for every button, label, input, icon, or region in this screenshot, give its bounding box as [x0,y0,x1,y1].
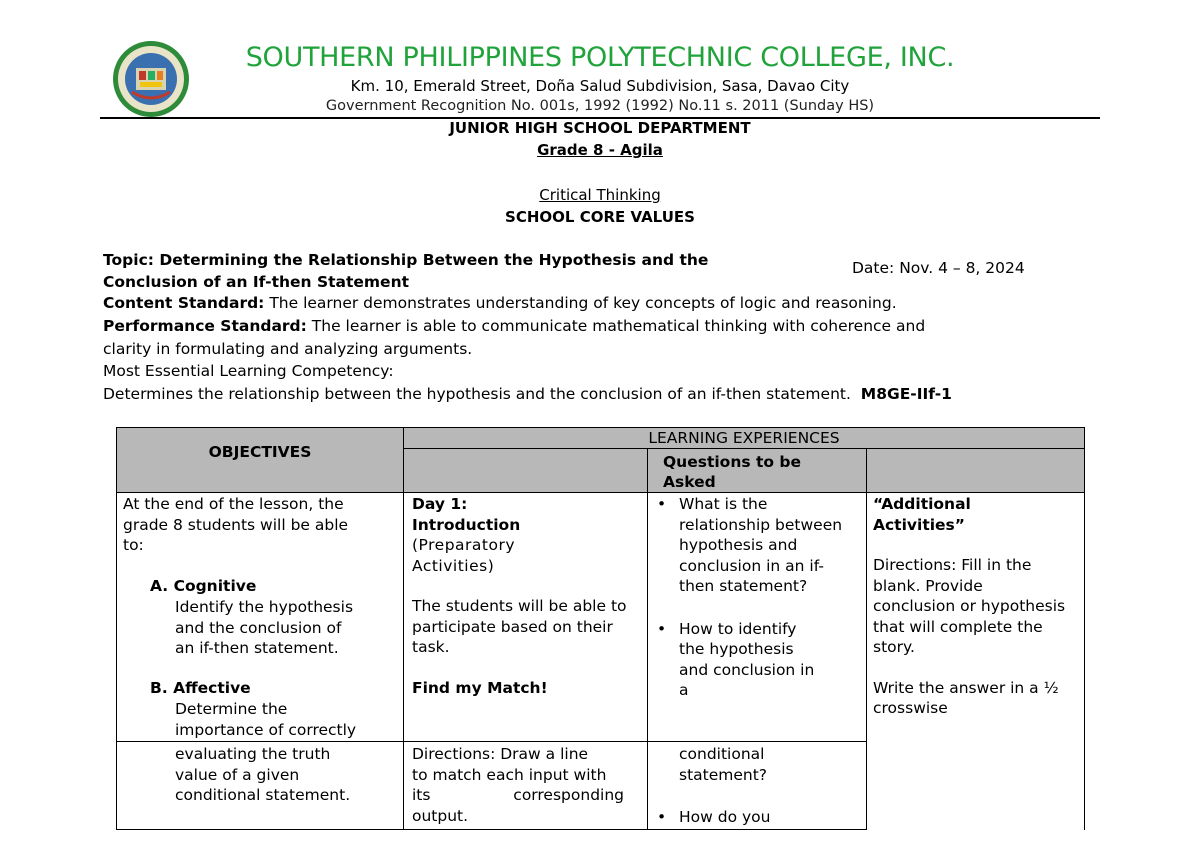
content-standard: Content Standard: The learner demonstrates understanding of key concepts of logic and reasoning. [103,294,897,312]
affective-text: Determine the importance of correctly [175,700,357,739]
question-3: • How do you [653,807,863,828]
question-2: • How to identify the hypothesis and conclusion in a [653,619,863,701]
affective-label: B. Affective [150,679,251,697]
government-recognition: Government Recognition No. 001s, 1992 (1992) No.11 s. 2011 (Sunday HS) [325,98,875,114]
melc-label: Most Essential Learning Competency: [103,362,394,380]
learning-experiences-header: LEARNING EXPERIENCES [648,429,840,447]
grade-title: Grade 8 - Agila [537,141,663,159]
melc-text: Determines the relationship between the hypothesis and the conclusion of an if-then statement. M8GE-IIf-1 [103,385,952,403]
performance-standard: Performance Standard: The learner is able to communicate mathematical thinking with coherence and [103,317,926,335]
additional-activities: “Additional Activities” Directions: Fill in the blank. Provide conclusion or hypothesis that will complete the story. Write the answer in a ½ crosswise [873,495,1066,717]
performance-standard-cont: clarity in formulating and analyzing arguments. [103,340,473,358]
school-address: Km. 10, Emerald Street, Doña Salud Subdivision, Sasa, Davao City [350,77,850,95]
question-1: • What is the relationship between hypothesis and conclusion in an if- then statement? [653,494,863,597]
cognitive-label: A. Cognitive [150,577,257,595]
school-name: SOUTHERN PHILIPPINES POLYTECHNIC COLLEGE, INC. [245,42,955,73]
value-theme: Critical Thinking [539,186,661,204]
day-directions: Directions: Draw a line to match each input with its corresponding output. [412,745,624,825]
cognitive-text: Identify the hypothesis and the conclusion of an if-then statement. [175,598,354,657]
topic-line1: Topic: Determining the Relationship Between the Hypothesis and the [103,251,709,269]
lesson-date: Date: Nov. 4 – 8, 2024 [852,259,1025,277]
affective-text-cont: evaluating the truth value of a given conditional statement. [175,745,351,804]
questions-header: Questions to be Asked [663,453,802,491]
questions-list-cont: conditional statement? • How do you [653,744,863,828]
core-values-title: SCHOOL CORE VALUES [505,208,695,226]
topic-line2: Conclusion of an If-then Statement [103,273,410,291]
questions-list [653,494,863,701]
objectives-header: OBJECTIVES [208,443,312,461]
day-section: Day 1: Introduction (Preparatory Activities) The students will be able to participate based on their task. Find my Match! [412,495,627,697]
department-title: JUNIOR HIGH SCHOOL DEPARTMENT [449,119,751,137]
objectives-intro: At the end of the lesson, the grade 8 students will be able to: [123,495,349,554]
